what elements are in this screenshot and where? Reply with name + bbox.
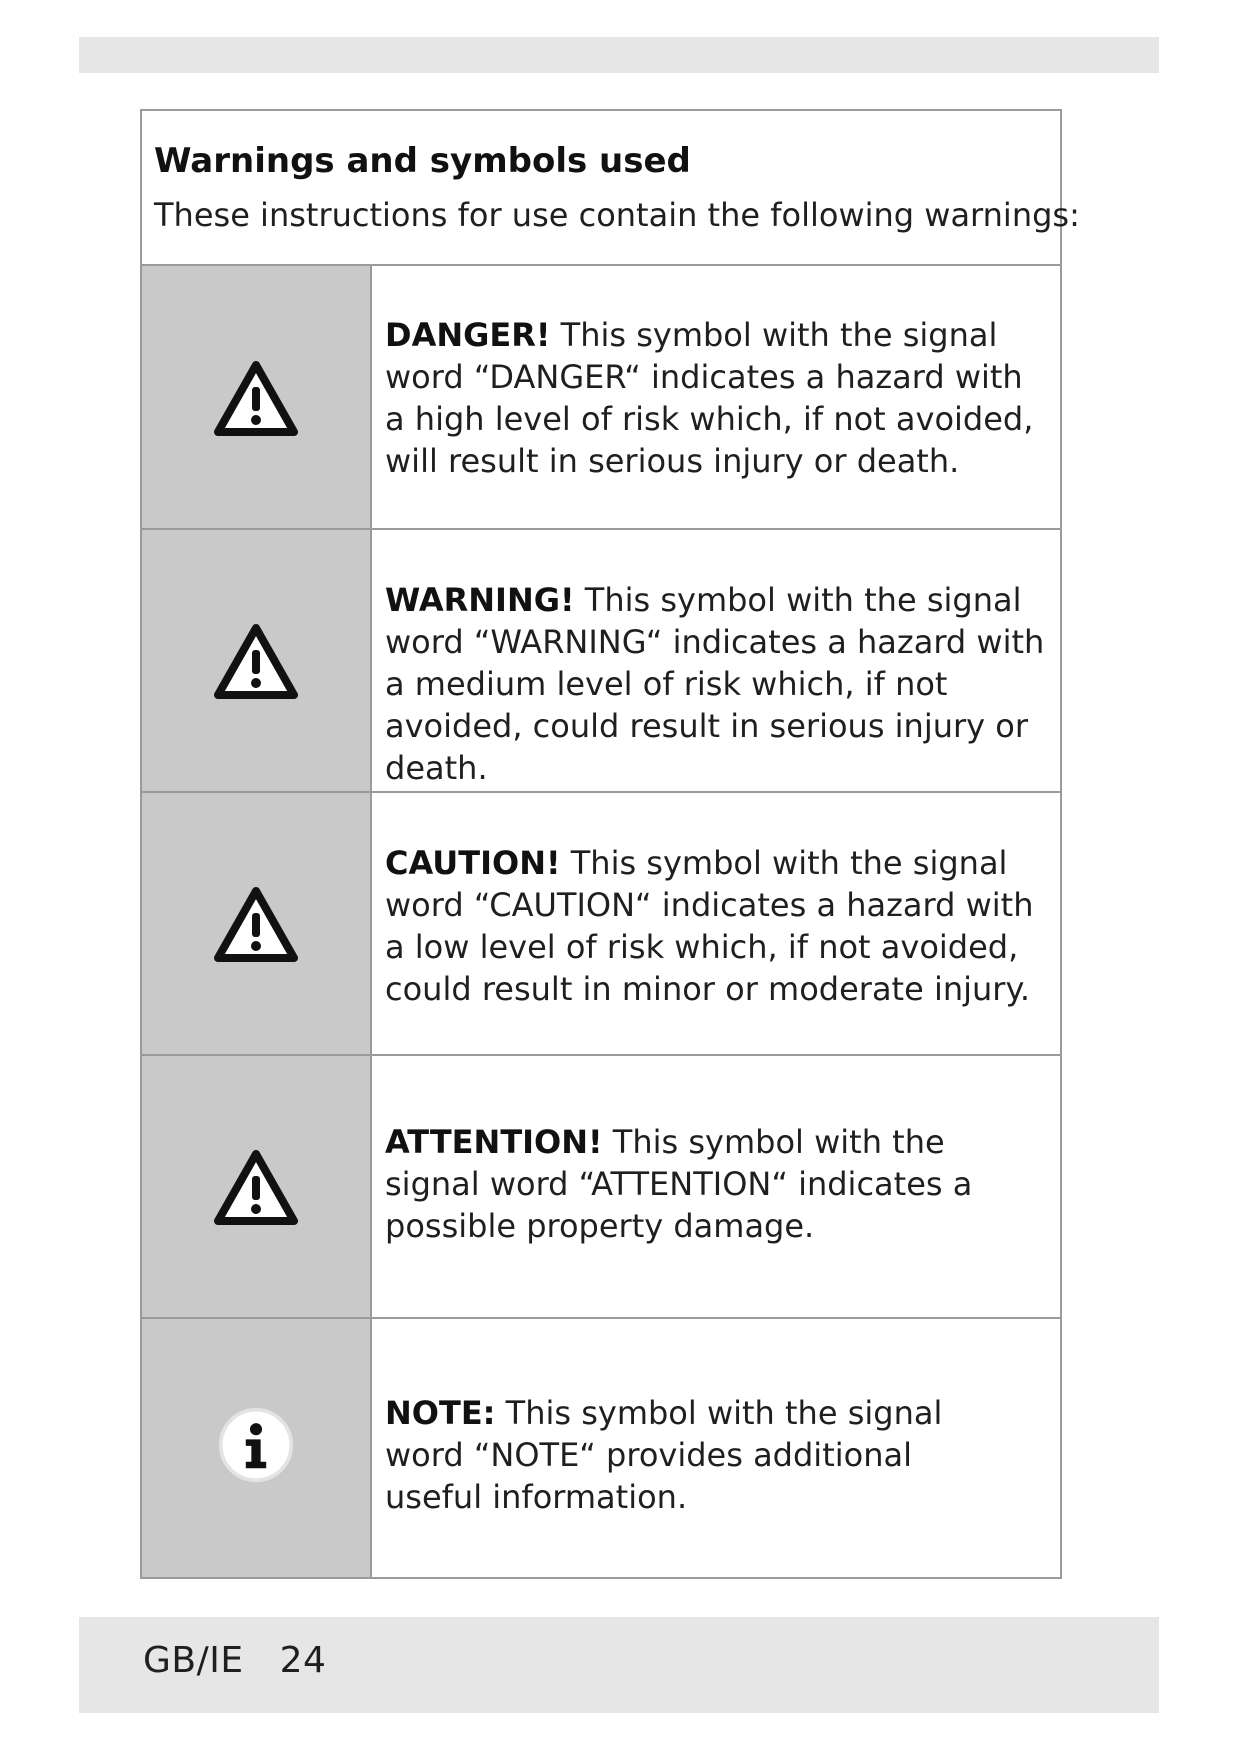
icon-cell [142, 1319, 372, 1577]
signal-word: CAUTION! [385, 844, 561, 882]
warning-row-attention [142, 1056, 1060, 1319]
icon-cell [142, 1056, 372, 1317]
warning-triangle-icon [214, 359, 298, 437]
icon-cell [142, 530, 372, 791]
signal-word: WARNING! [385, 581, 575, 619]
info-icon [214, 1406, 298, 1484]
warning-triangle-icon [214, 622, 298, 700]
icon-cell [142, 266, 372, 528]
warning-description [385, 314, 1046, 482]
section-subtitle: These instructions for use contain the following warnings: [154, 196, 1080, 234]
warning-triangle-icon [214, 885, 298, 963]
icon-cell [142, 793, 372, 1054]
warnings-table [140, 109, 1080, 1579]
warning-row-caution [142, 793, 1060, 1056]
section-title: Warnings and symbols used [154, 141, 691, 181]
warning-text: This symbol with the signal word “WARNING“ indicates a hazard with a medium level of risk which, if not avoided, could result in serious injury or death. [385, 581, 1045, 787]
warning-description [385, 579, 1046, 789]
signal-word: NOTE: [385, 1394, 496, 1432]
warning-description [385, 842, 1046, 1010]
region-label: GB/IE [143, 1640, 244, 1681]
page-footer [143, 1640, 326, 1681]
note-description [385, 1392, 980, 1518]
note-text: This symbol with the signal word “NOTE“ provides additional useful information. [385, 1394, 943, 1516]
top-band [79, 37, 1159, 73]
warning-row-warning [142, 530, 1060, 793]
warning-text: This symbol with the signal word “CAUTION“ indicates a hazard with a low level of risk which, if not avoided, could result in minor or moderate injury. [385, 844, 1034, 1008]
page-number: 24 [279, 1640, 327, 1681]
warning-text: This symbol with the signal word “DANGER“ indicates a hazard with a high level of risk which, if not avoided, will result in serious injury or death. [385, 316, 1034, 480]
warning-text: This symbol with the signal word “ATTENTION“ indicates a possible property damage. [385, 1123, 973, 1245]
table-header [142, 111, 1080, 266]
signal-word: ATTENTION! [385, 1123, 603, 1161]
warning-row-danger [142, 266, 1060, 530]
signal-word: DANGER! [385, 316, 551, 354]
warning-description [385, 1121, 1046, 1247]
warning-row-note [142, 1319, 1060, 1577]
warning-triangle-icon [214, 1148, 298, 1226]
